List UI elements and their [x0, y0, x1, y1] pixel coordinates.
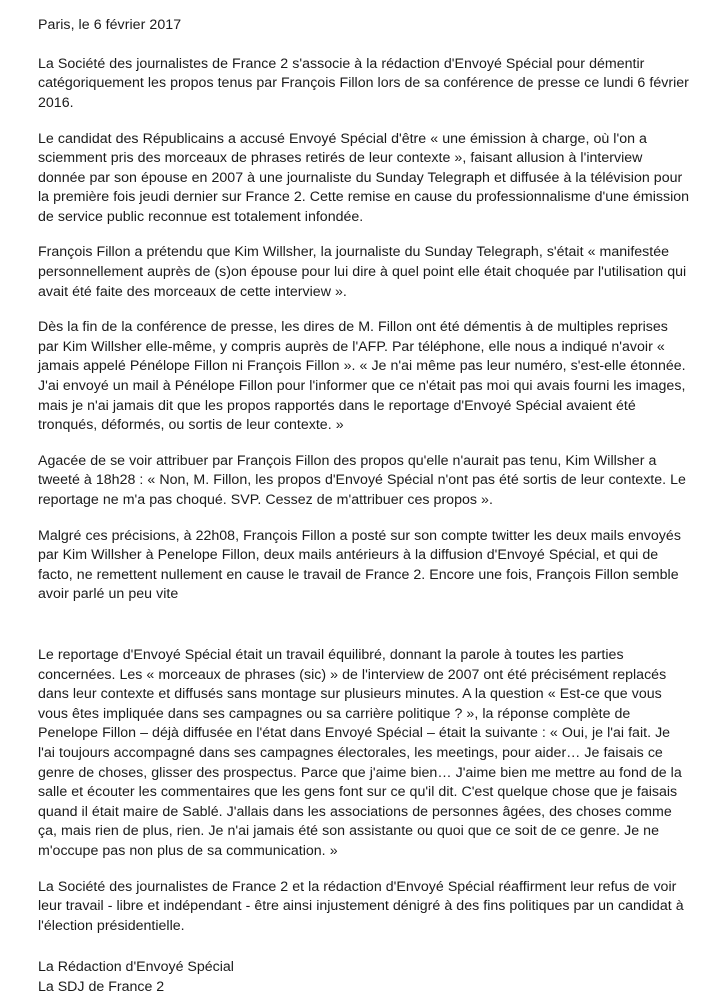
document-body [38, 16, 690, 997]
paragraph-3-fillon-claim: François Fillon a prétendu que Kim Willsher, la journaliste du Sunday Telegraph, s'était « manifestée personnellement auprès de (s)on épouse pour lui dire à quel point elle était choquée par l'utilisation qui avait été faite des morceaux de cette interview ». [38, 244, 687, 300]
paragraph-4-willsher-rebuttal: Dès la fin de la conférence de presse, les dires de M. Fillon ont été démentis à de multiples reprises par Kim Willsher elle-même, y compris auprès de l'AFP. Par téléphone, elle nous a indiqué n'avoir « jamais appelé Pénélope Fillon ni François Fillon ». « Je n'ai même pas leur numéro, s'est-elle étonnée. J'ai envoyé un mail à Pénélope Fillon pour l'informer que ce n'était pas moi qui avais fourni les images, mais je n'ai jamais dit que les propos rapportés dans le reportage d'Envoyé Spécial avaient été tronqués, déformés, ou sortis de leur contexte. » [38, 319, 686, 434]
signature-line-sdj: La SDJ de France 2 [38, 978, 165, 995]
paragraph-7-report-context: Le reportage d'Envoyé Spécial était un travail équilibré, donnant la parole à toutes les parties concernées. Les « morceaux de phrases (sic) » de l'interview de 2007 ont été précisément replacés dans leur contexte et diffusés sans montage sur plusieurs minutes. A la question « Est-ce que vous vous êtes impliquée dans ses campagnes ou sa carrière politique ? », la réponse complète de Penelope Fillon – déjà diffusée en l'état dans Envoyé Spécial – était la suivante : « Oui, je l'ai fait. Je l'ai toujours accompagné dans ses campagnes électorales, les meetings, pour aider… Je faisais ce genre de choses, glisser des prospectus. Parce que j'aime bien… J'aime bien me mettre au fond de la salle et écouter les commentaires que les gens font sur ce qu'il dit. C'est quelque chose que je faisais quand il était maire de Sablé. J'allais dans les associations de personnes âgées, des choses comme ça, mais rien de plus, rien. Je n'ai jamais été son assistante ou quoi que ce soit de ce genre. Je ne m'occupe pas non plus de sa communication. » [38, 646, 682, 859]
section-spacer [38, 620, 690, 646]
paragraph-2-accusation-quote: Le candidat des Républicains a accusé Envoyé Spécial d'être « une émission à charge, où l'on a sciemment pris des morceaux de phrases retirés de leur contexte », faisant allusion à l'interview donnée par son épouse en 2007 à une journaliste du Sunday Telegraph et diffusée à la télévision pour la première fois jeudi dernier sur France 2. Cette remise en cause du professionnalisme d'une émission de service public reconnue est totalement infondée. [38, 130, 690, 225]
paragraph-5-tweet: Agacée de se voir attribuer par François Fillon des propos qu'elle n'aurait pas tenu, Kim Willsher a tweeté à 18h28 : « Non, M. Fillon, les propos d'Envoyé Spécial n'ont pas été sortis de leur contexte. Le reportage ne m'a pas choqué. SVP. Cessez de m'attribuer ces propos ». [38, 452, 686, 509]
signature-line-redaction: La Rédaction d'Envoyé Spécial [38, 959, 234, 976]
date-line: Paris, le 6 février 2017 [38, 17, 182, 33]
paragraph-8-closing-statement: La Société des journalistes de France 2 et la rédaction d'Envoyé Spécial réaffirment leur refus de voir leur travail - libre et indépendant - être ainsi injustement dénigré à des fins politiques par un candidat à l'élection présidentielle. [38, 878, 684, 934]
paragraph-1-denial-statement: La Société des journalistes de France 2 s'associe à la rédaction d'Envoyé Spécial pour démentir catégoriquement les propos tenus par François Fillon lors de sa conférence de presse ce lundi 6 février 2016. [38, 55, 689, 111]
signature-block [38, 958, 690, 997]
paragraph-6-twitter-mails: Malgré ces précisions, à 22h08, François Fillon a posté sur son compte twitter les deux mails envoyés par Kim Willsher à Penelope Fillon, deux mails antérieurs à la diffusion d'Envoyé Spécial, et qui de facto, ne remettent nullement en cause le travail de France 2. Encore une fois, François Fillon semble avoir parlé un peu vite [38, 527, 681, 603]
